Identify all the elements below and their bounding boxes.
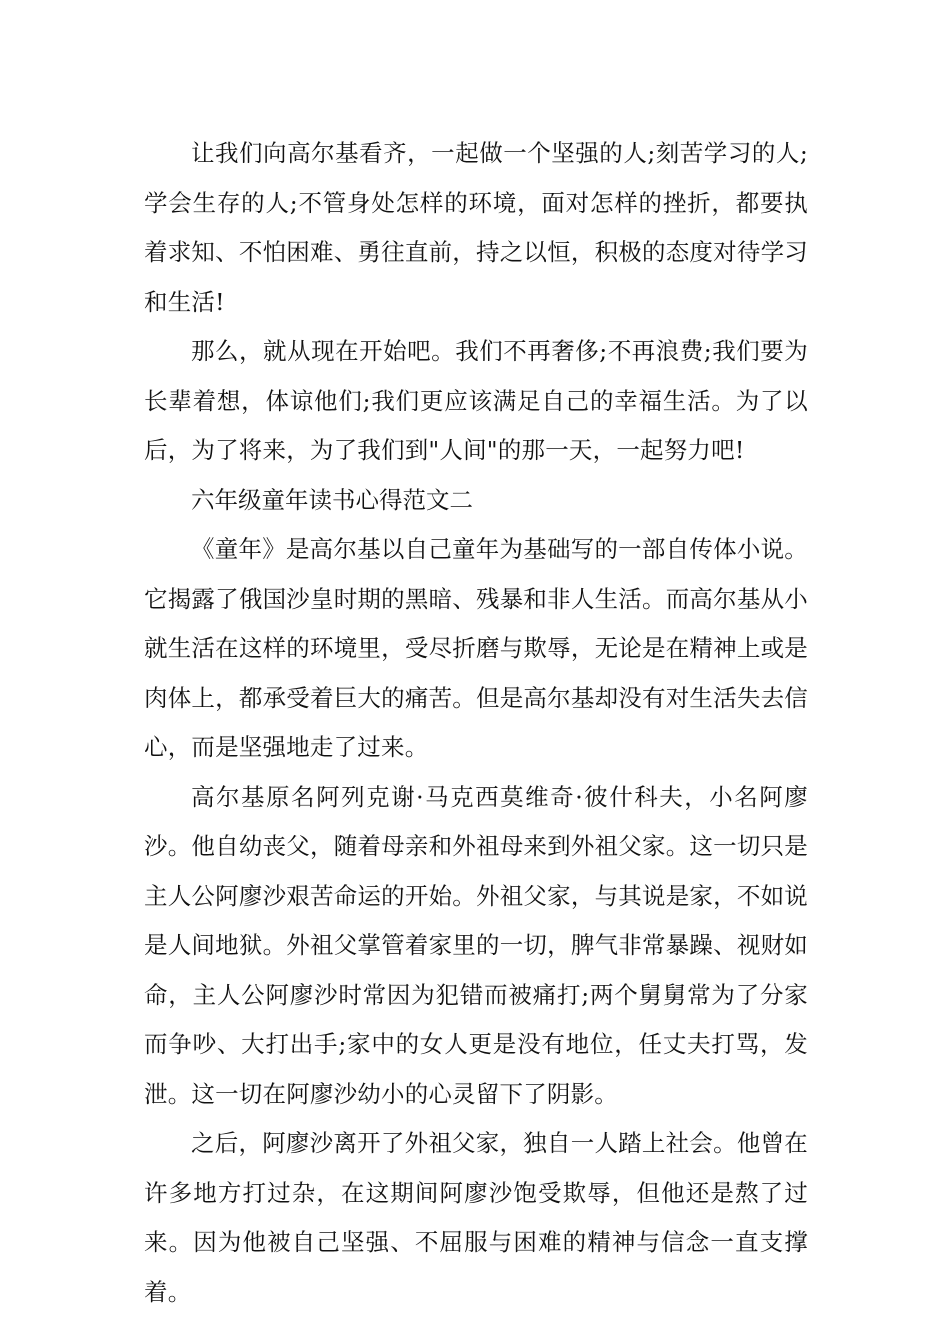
paragraph-2: 那么，就从现在开始吧。我们不再奢侈;不再浪费;我们要为长辈着想，体谅他们;我们更应该满足自己的幸福生活。为了以后，为了将来，为了我们到"人间"的那一天，一起努力吧! <box>144 337 808 464</box>
paragraph-5: 之后，阿廖沙离开了外祖父家，独自一人踏上社会。他曾在许多地方打过杂，在这期间阿廖沙饱受欺辱，但他还是熬了过来。因为他被自己坚强、不屈服与困难的精神与信念一直支撑着。 <box>144 1129 808 1306</box>
paragraph-4: 高尔基原名阿列克谢·马克西莫维奇·彼什科夫，小名阿廖沙。他自幼丧父，随着母亲和外祖母来到外祖父家。这一切只是主人公阿廖沙艰苦命运的开始。外祖父家，与其说是家，不如说是人间地狱。外祖父掌管着家里的一切，脾气非常暴躁、视财如命，主人公阿廖沙时常因为犯错而被痛打;两个舅舅常为了分家而争吵、大打出手;家中的女人更是没有地位，任丈夫打骂，发泄。这一切在阿廖沙幼小的心灵留下了阴影。 <box>144 782 808 1108</box>
section-title: 六年级童年读书心得范文二 <box>191 485 473 514</box>
paragraph-3: 《童年》是高尔基以自己童年为基础写的一部自传体小说。它揭露了俄国沙皇时期的黑暗、残暴和非人生活。而高尔基从小就生活在这样的环境里，受尽折磨与欺辱，无论是在精神上或是肉体上，都承受着巨大的痛苦。但是高尔基却没有对生活失去信心，而是坚强地走了过来。 <box>144 535 808 761</box>
document-page <box>144 129 808 1317</box>
paragraph-1: 让我们向高尔基看齐，一起做一个坚强的人;刻苦学习的人;学会生存的人;不管身处怎样的环境，面对怎样的挫折，都要执着求知、不怕困难、勇往直前，持之以恒，积极的态度对待学习和生活! <box>144 139 808 316</box>
